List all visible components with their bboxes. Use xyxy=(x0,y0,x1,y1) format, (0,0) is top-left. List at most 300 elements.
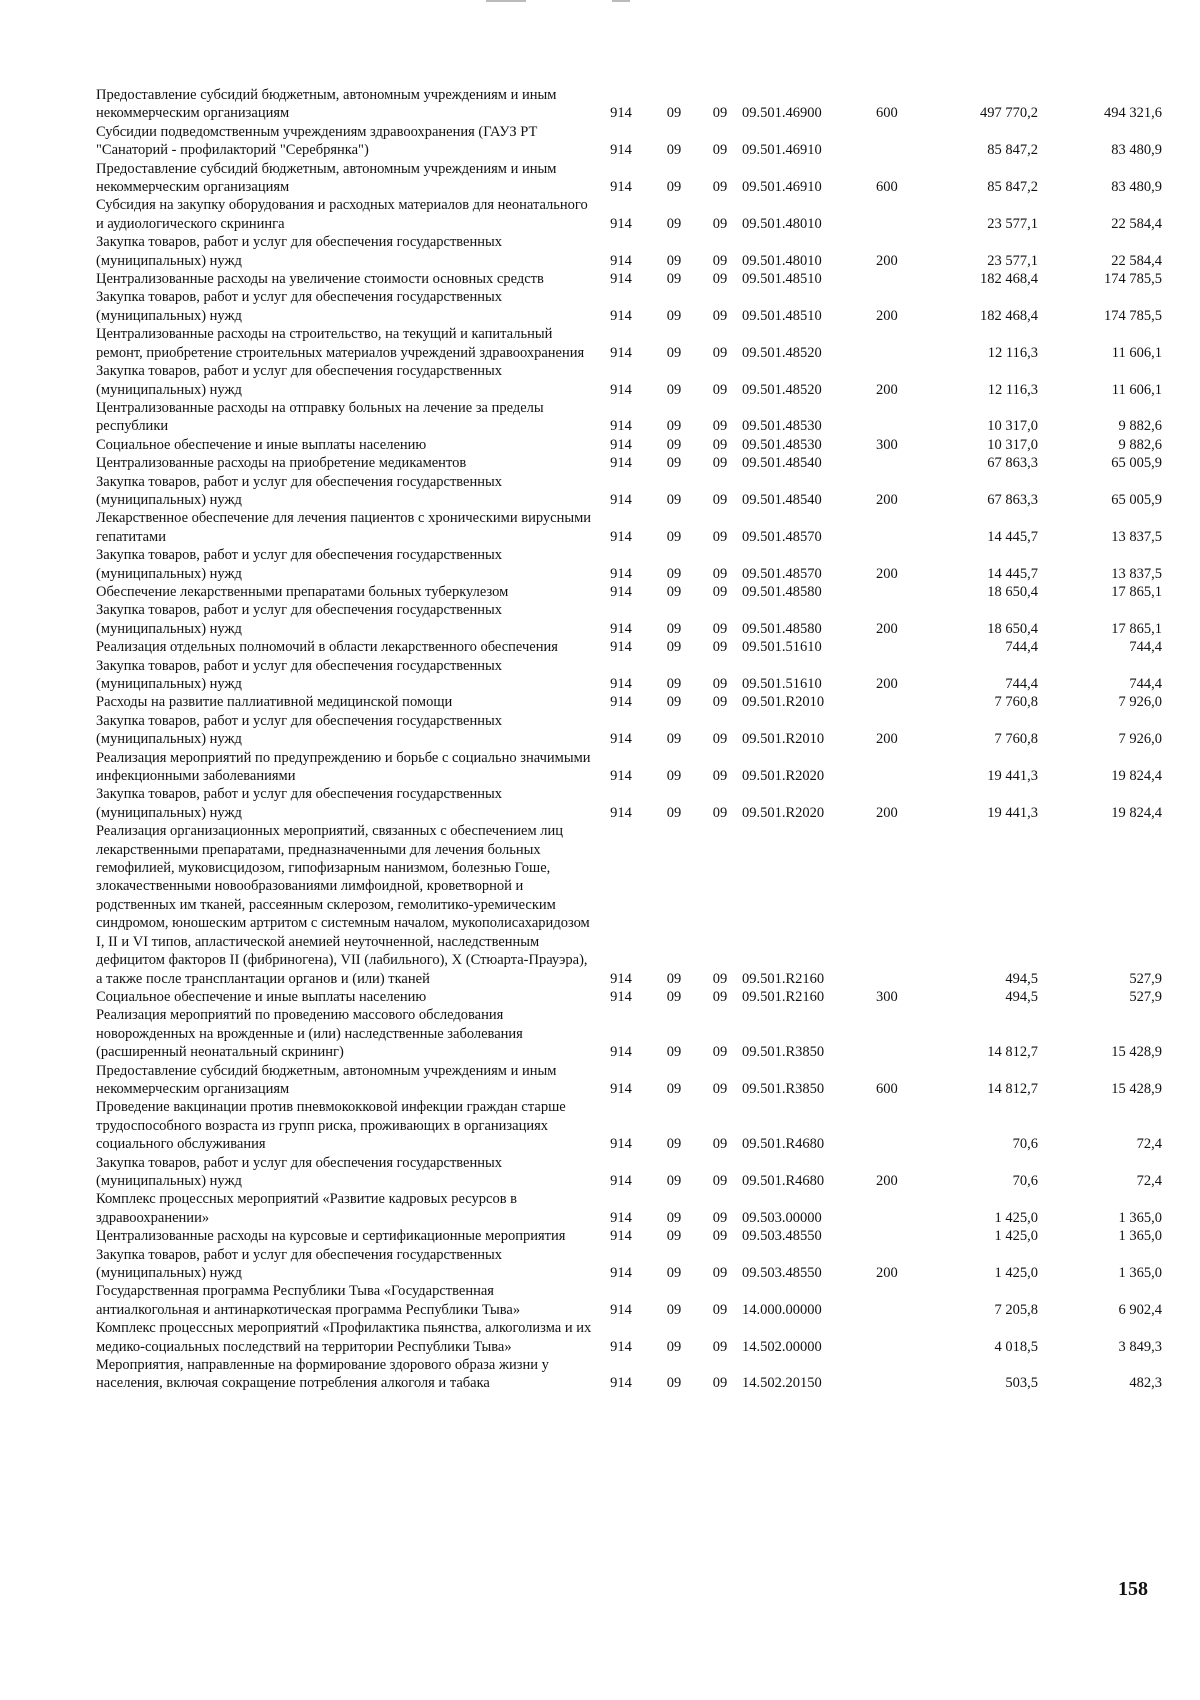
expense-type-code: 200 xyxy=(876,804,898,821)
row-name: Субсидия на закупку оборудования и расходных материалов для неонатального и аудиологического скрининга xyxy=(96,197,588,232)
expense-type-code: 200 xyxy=(876,565,898,582)
amount-year-1: 23 577,1 xyxy=(987,252,1038,269)
amount-year-2: 65 005,9 xyxy=(1111,455,1162,472)
target-item-code: 09.501.48540 xyxy=(742,491,822,508)
section-code: 09 xyxy=(666,583,682,600)
table-row xyxy=(96,822,1162,988)
expense-type-code: 300 xyxy=(876,436,898,453)
amount-year-1: 10 317,0 xyxy=(987,436,1038,453)
amount-year-2: 7 926,0 xyxy=(1118,694,1162,711)
subsection-code: 09 xyxy=(712,1301,728,1318)
section-code: 09 xyxy=(666,491,682,508)
row-name: Расходы на развитие паллиативной медицинской помощи xyxy=(96,694,453,711)
expense-type-code xyxy=(876,454,916,472)
section-code: 09 xyxy=(666,1080,682,1097)
table-row xyxy=(96,712,1162,749)
expense-type-code xyxy=(876,1319,916,1356)
subsection-code: 09 xyxy=(712,694,728,711)
subsection-code: 09 xyxy=(712,491,728,508)
target-item-code: 14.000.00000 xyxy=(742,1301,822,1318)
target-item-code: 09.501.48520 xyxy=(742,381,822,398)
row-name: Закупка товаров, работ и услуг для обеспечения государственных (муниципальных) нужд xyxy=(96,712,503,748)
target-item-code: 09.501.48570 xyxy=(742,528,822,545)
amount-year-1: 497 770,2 xyxy=(980,105,1038,122)
amount-year-2: 527,9 xyxy=(1129,988,1162,1005)
amount-year-2: 83 480,9 xyxy=(1111,179,1162,196)
ministry-code: 914 xyxy=(610,1172,632,1189)
amount-year-1: 23 577,1 xyxy=(987,215,1038,232)
target-item-code: 09.501.R3850 xyxy=(742,1044,825,1061)
amount-year-2: 72,4 xyxy=(1136,1136,1162,1153)
row-name: Лекарственное обеспечение для лечения пациентов с хроническими вирусными гепатитами xyxy=(96,510,592,545)
section-code: 09 xyxy=(666,1301,682,1318)
section-code: 09 xyxy=(666,179,682,196)
amount-year-1: 85 847,2 xyxy=(987,179,1038,196)
ministry-code: 914 xyxy=(610,344,632,361)
row-name: Предоставление субсидий бюджетным, автономным учреждениям и иным некоммерческим организациям xyxy=(96,87,557,122)
table-row xyxy=(96,399,1162,436)
subsection-code: 09 xyxy=(712,768,728,785)
amount-year-1: 10 317,0 xyxy=(987,418,1038,435)
row-name: Социальное обеспечение и иные выплаты населению xyxy=(96,436,427,453)
expense-type-code: 200 xyxy=(876,381,898,398)
amount-year-2: 527,9 xyxy=(1129,970,1162,987)
table-row xyxy=(96,325,1162,362)
row-name: Обеспечение лекарственными препаратами больных туберкулезом xyxy=(96,583,509,600)
scan-artifact-mark xyxy=(486,0,526,2)
amount-year-2: 9 882,6 xyxy=(1118,436,1162,453)
target-item-code: 09.501.51610 xyxy=(742,639,822,656)
row-name: Реализация мероприятий по предупреждению и борьбе с социально значимыми инфекционными заболеваниями xyxy=(96,749,591,785)
target-item-code: 09.501.48510 xyxy=(742,271,822,288)
target-item-code: 09.501.48010 xyxy=(742,215,822,232)
amount-year-1: 503,5 xyxy=(1005,1375,1038,1392)
table-row xyxy=(96,1246,1162,1283)
row-name: Централизованные расходы на отправку больных на лечение за пределы республики xyxy=(96,399,544,435)
amount-year-2: 19 824,4 xyxy=(1111,804,1162,821)
section-code: 09 xyxy=(666,1044,682,1061)
target-item-code: 09.501.R2010 xyxy=(742,694,825,711)
target-item-code: 09.501.R4680 xyxy=(742,1136,825,1153)
amount-year-2: 174 785,5 xyxy=(1104,271,1162,288)
ministry-code: 914 xyxy=(610,1080,632,1097)
amount-year-2: 13 837,5 xyxy=(1111,565,1162,582)
amount-year-1: 1 425,0 xyxy=(994,1265,1038,1281)
table-row xyxy=(96,1319,1162,1356)
ministry-code: 914 xyxy=(610,418,632,435)
ministry-code: 914 xyxy=(610,1338,632,1355)
table-row xyxy=(96,546,1162,583)
table-row xyxy=(96,473,1162,510)
expense-type-code xyxy=(876,1282,916,1319)
row-name: Закупка товаров, работ и услуг для обеспечения государственных (муниципальных) нужд xyxy=(96,1154,503,1189)
ministry-code: 914 xyxy=(610,565,632,582)
amount-year-1: 67 863,3 xyxy=(987,455,1038,472)
subsection-code: 09 xyxy=(712,731,728,748)
table-row xyxy=(96,509,1162,546)
amount-year-2: 482,3 xyxy=(1129,1375,1162,1392)
expense-type-code xyxy=(876,749,916,786)
subsection-code: 09 xyxy=(712,455,728,472)
row-name: Государственная программа Республики Тыва «Государственная антиалкогольная и антинаркотическая программа Республики Тыва» xyxy=(96,1283,521,1318)
section-code: 09 xyxy=(666,639,682,656)
table-row xyxy=(96,1006,1162,1061)
section-code: 09 xyxy=(666,436,682,453)
target-item-code: 09.501.48580 xyxy=(742,620,822,637)
amount-year-1: 182 468,4 xyxy=(980,271,1038,288)
target-item-code: 09.503.00000 xyxy=(742,1209,822,1226)
row-name: Реализация отдельных полномочий в области лекарственного обеспечения xyxy=(96,639,558,656)
target-item-code: 09.501.48510 xyxy=(742,307,822,324)
subsection-code: 09 xyxy=(712,1209,728,1226)
ministry-code: 914 xyxy=(610,620,632,637)
amount-year-1: 14 812,7 xyxy=(987,1080,1038,1097)
subsection-code: 09 xyxy=(712,271,728,288)
table-row xyxy=(96,1098,1162,1153)
table-row xyxy=(96,86,1162,123)
expense-type-code: 200 xyxy=(876,1265,898,1281)
row-name: Предоставление субсидий бюджетным, автономным учреждениям и иным некоммерческим организациям xyxy=(96,160,557,196)
row-name: Закупка товаров, работ и услуг для обеспечения государственных (муниципальных) нужд xyxy=(96,234,503,269)
ministry-code: 914 xyxy=(610,583,632,600)
subsection-code: 09 xyxy=(712,639,728,656)
expense-type-code xyxy=(876,583,916,601)
target-item-code: 09.501.R2160 xyxy=(742,970,825,987)
row-name: Комплекс процессных мероприятий «Профилактика пьянства, алкоголизма и их медико-социальных последствий на территории Республики Тыва» xyxy=(96,1320,592,1355)
section-code: 09 xyxy=(666,565,682,582)
ministry-code: 914 xyxy=(610,694,632,711)
table-row xyxy=(96,749,1162,786)
amount-year-2: 3 849,3 xyxy=(1118,1338,1162,1355)
amount-year-2: 6 902,4 xyxy=(1118,1301,1162,1318)
amount-year-1: 85 847,2 xyxy=(987,142,1038,159)
target-item-code: 09.501.48010 xyxy=(742,252,822,269)
subsection-code: 09 xyxy=(712,179,728,196)
amount-year-1: 18 650,4 xyxy=(987,620,1038,637)
expense-type-code xyxy=(876,509,916,546)
expense-type-code xyxy=(876,1006,916,1061)
amount-year-1: 12 116,3 xyxy=(987,344,1038,361)
table-row xyxy=(96,288,1162,325)
row-name: Закупка товаров, работ и услуг для обеспечения государственных (муниципальных) нужд xyxy=(96,547,503,582)
amount-year-2: 1 365,0 xyxy=(1118,1209,1162,1226)
section-code: 09 xyxy=(666,1265,682,1281)
expense-type-code xyxy=(876,123,916,160)
row-name: Проведение вакцинации против пневмококковой инфекции граждан старше трудоспособного возраста из групп риска, проживающих в организациях социального обслуживания xyxy=(96,1099,566,1153)
amount-year-2: 22 584,4 xyxy=(1111,252,1162,269)
scan-artifact-mark xyxy=(612,0,630,2)
subsection-code: 09 xyxy=(712,528,728,545)
amount-year-2: 9 882,6 xyxy=(1118,418,1162,435)
amount-year-1: 744,4 xyxy=(1005,639,1038,656)
ministry-code: 914 xyxy=(610,528,632,545)
amount-year-2: 494 321,6 xyxy=(1104,105,1162,122)
ministry-code: 914 xyxy=(610,676,632,692)
table-row xyxy=(96,1356,1162,1393)
amount-year-1: 494,5 xyxy=(1005,970,1038,987)
section-code: 09 xyxy=(666,215,682,232)
page-number: 158 xyxy=(1118,1578,1148,1600)
subsection-code: 09 xyxy=(712,676,728,692)
subsection-code: 09 xyxy=(712,1265,728,1281)
row-name: Закупка товаров, работ и услуг для обеспечения государственных (муниципальных) нужд xyxy=(96,363,503,398)
table-row xyxy=(96,1062,1162,1099)
amount-year-1: 12 116,3 xyxy=(987,381,1038,398)
expense-type-code xyxy=(876,270,916,288)
ministry-code: 914 xyxy=(610,436,632,453)
expense-type-code: 200 xyxy=(876,1172,898,1189)
amount-year-2: 65 005,9 xyxy=(1111,491,1162,508)
target-item-code: 09.501.48540 xyxy=(742,455,822,472)
ministry-code: 914 xyxy=(610,1209,632,1226)
amount-year-1: 14 445,7 xyxy=(987,565,1038,582)
amount-year-2: 19 824,4 xyxy=(1111,768,1162,785)
subsection-code: 09 xyxy=(712,1044,728,1061)
amount-year-2: 1 365,0 xyxy=(1118,1228,1162,1245)
target-item-code: 09.501.48520 xyxy=(742,344,822,361)
expense-type-code: 600 xyxy=(876,105,898,122)
subsection-code: 09 xyxy=(712,583,728,600)
target-item-code: 09.501.46910 xyxy=(742,179,822,196)
target-item-code: 09.501.46900 xyxy=(742,105,822,122)
section-code: 09 xyxy=(666,105,682,122)
amount-year-2: 1 365,0 xyxy=(1118,1265,1162,1281)
ministry-code: 914 xyxy=(610,1228,632,1245)
table-row xyxy=(96,638,1162,656)
target-item-code: 09.501.48530 xyxy=(742,436,822,453)
section-code: 09 xyxy=(666,252,682,269)
expense-type-code xyxy=(876,693,916,711)
subsection-code: 09 xyxy=(712,307,728,324)
table-row xyxy=(96,601,1162,638)
section-code: 09 xyxy=(666,1228,682,1245)
row-name: Закупка товаров, работ и услуг для обеспечения государственных (муниципальных) нужд xyxy=(96,289,503,324)
ministry-code: 914 xyxy=(610,179,632,196)
amount-year-1: 4 018,5 xyxy=(994,1338,1038,1355)
subsection-code: 09 xyxy=(712,1375,728,1392)
target-item-code: 09.501.R2020 xyxy=(742,804,825,821)
amount-year-2: 11 606,1 xyxy=(1111,344,1162,361)
table-row xyxy=(96,583,1162,601)
section-code: 09 xyxy=(666,455,682,472)
amount-year-1: 1 425,0 xyxy=(994,1228,1038,1245)
target-item-code: 09.501.R3850 xyxy=(742,1080,825,1097)
table-row xyxy=(96,123,1162,160)
ministry-code: 914 xyxy=(610,215,632,232)
expense-type-code: 600 xyxy=(876,1080,898,1097)
section-code: 09 xyxy=(666,271,682,288)
expense-type-code: 200 xyxy=(876,252,898,269)
table-row xyxy=(96,233,1162,270)
subsection-code: 09 xyxy=(712,215,728,232)
amount-year-1: 19 441,3 xyxy=(987,768,1038,785)
amount-year-2: 15 428,9 xyxy=(1111,1080,1162,1097)
section-code: 09 xyxy=(666,1172,682,1189)
amount-year-2: 83 480,9 xyxy=(1111,142,1162,159)
ministry-code: 914 xyxy=(610,804,632,821)
target-item-code: 09.501.48570 xyxy=(742,565,822,582)
table-row xyxy=(96,657,1162,694)
amount-year-1: 19 441,3 xyxy=(987,804,1038,821)
row-name: Централизованные расходы на курсовые и сертификационные мероприятия xyxy=(96,1228,566,1245)
amount-year-2: 13 837,5 xyxy=(1111,528,1162,545)
ministry-code: 914 xyxy=(610,271,632,288)
section-code: 09 xyxy=(666,768,682,785)
subsection-code: 09 xyxy=(712,1080,728,1097)
section-code: 09 xyxy=(666,1338,682,1355)
expense-type-code: 200 xyxy=(876,307,898,324)
subsection-code: 09 xyxy=(712,1136,728,1153)
row-name: Закупка товаров, работ и услуг для обеспечения государственных (муниципальных) нужд xyxy=(96,786,503,821)
ministry-code: 914 xyxy=(610,639,632,656)
expense-type-code: 200 xyxy=(876,731,898,748)
section-code: 09 xyxy=(666,804,682,821)
expense-type-code xyxy=(876,1227,916,1245)
amount-year-2: 22 584,4 xyxy=(1111,215,1162,232)
ministry-code: 914 xyxy=(610,1265,632,1281)
subsection-code: 09 xyxy=(712,1172,728,1189)
expense-type-code: 200 xyxy=(876,491,898,508)
amount-year-1: 7 760,8 xyxy=(994,694,1038,711)
amount-year-1: 744,4 xyxy=(1005,676,1038,692)
target-item-code: 09.501.R4680 xyxy=(742,1172,825,1189)
subsection-code: 09 xyxy=(712,142,728,159)
row-name: Закупка товаров, работ и услуг для обеспечения государственных (муниципальных) нужд xyxy=(96,473,503,508)
ministry-code: 914 xyxy=(610,455,632,472)
table-row xyxy=(96,270,1162,288)
row-name: Реализация мероприятий по проведению массового обследования новорожденных на врожденные и (или) наследственные заболевания (расширенный неонатальный скрининг) xyxy=(96,1007,523,1061)
row-name: Централизованные расходы на увеличение стоимости основных средств xyxy=(96,271,544,288)
ministry-code: 914 xyxy=(610,142,632,159)
ministry-code: 914 xyxy=(610,105,632,122)
section-code: 09 xyxy=(666,418,682,435)
row-name: Реализация организационных мероприятий, связанных с обеспечением лиц лекарственными препаратами, предназначенными для лечения больных гемофилией, муковисцидозом, гипофизарным нанизмом, болезнью Гоше, злокачественными новообразованиями лимфоидной, кроветворной и родственных им тканей, рассеянным склерозом, гемолитико-уремическим синдромом, юношеским артритом с системным началом, мукополисахаридозом I, II и VI типов, апластической анемией неуточненной, наследственным дефицитом факторов II (фибриногена), VII (лабильного), X (Стюарта-Прауэра), а также после трансплантации органов и (или) тканей xyxy=(96,823,590,987)
target-item-code: 09.501.R2010 xyxy=(742,731,825,748)
target-item-code: 09.501.R2160 xyxy=(742,988,825,1005)
amount-year-1: 14 445,7 xyxy=(987,528,1038,545)
expense-type-code xyxy=(876,399,916,436)
table-row xyxy=(96,1154,1162,1191)
row-name: Социальное обеспечение и иные выплаты населению xyxy=(96,988,427,1005)
target-item-code: 14.502.00000 xyxy=(742,1338,822,1355)
row-name: Закупка товаров, работ и услуг для обеспечения государственных (муниципальных) нужд xyxy=(96,602,503,637)
row-name: Мероприятия, направленные на формирование здорового образа жизни у населения, включая сокращение потребления алкоголя и табака xyxy=(96,1357,549,1392)
subsection-code: 09 xyxy=(712,988,728,1005)
ministry-code: 914 xyxy=(610,731,632,748)
amount-year-1: 7 205,8 xyxy=(994,1301,1038,1318)
row-name: Закупка товаров, работ и услуг для обеспечения государственных (муниципальных) нужд xyxy=(96,657,503,692)
table-row xyxy=(96,196,1162,233)
ministry-code: 914 xyxy=(610,970,632,987)
amount-year-1: 494,5 xyxy=(1005,988,1038,1005)
section-code: 09 xyxy=(666,694,682,711)
amount-year-2: 744,4 xyxy=(1129,639,1162,656)
target-item-code: 09.503.48550 xyxy=(742,1265,822,1281)
amount-year-1: 70,6 xyxy=(1012,1136,1038,1153)
subsection-code: 09 xyxy=(712,381,728,398)
subsection-code: 09 xyxy=(712,1228,728,1245)
subsection-code: 09 xyxy=(712,418,728,435)
amount-year-1: 1 425,0 xyxy=(994,1209,1038,1226)
ministry-code: 914 xyxy=(610,307,632,324)
target-item-code: 09.501.46910 xyxy=(742,142,822,159)
ministry-code: 914 xyxy=(610,768,632,785)
row-name: Централизованные расходы на приобретение медикаментов xyxy=(96,455,467,472)
row-name: Предоставление субсидий бюджетным, автономным учреждениям и иным некоммерческим организациям xyxy=(96,1062,557,1097)
amount-year-1: 18 650,4 xyxy=(987,583,1038,600)
ministry-code: 914 xyxy=(610,1044,632,1061)
section-code: 09 xyxy=(666,307,682,324)
section-code: 09 xyxy=(666,381,682,398)
row-name: Закупка товаров, работ и услуг для обеспечения государственных (муниципальных) нужд xyxy=(96,1246,503,1281)
table-row xyxy=(96,1282,1162,1319)
table-row xyxy=(96,362,1162,399)
ministry-code: 914 xyxy=(610,381,632,398)
table-row xyxy=(96,160,1162,197)
amount-year-1: 7 760,8 xyxy=(994,731,1038,748)
ministry-code: 914 xyxy=(610,1136,632,1153)
row-name: Комплекс процессных мероприятий «Развитие кадровых ресурсов в здравоохранении» xyxy=(96,1191,518,1226)
expense-type-code xyxy=(876,638,916,656)
table-row xyxy=(96,454,1162,472)
amount-year-2: 72,4 xyxy=(1136,1172,1162,1189)
subsection-code: 09 xyxy=(712,565,728,582)
subsection-code: 09 xyxy=(712,804,728,821)
table-row xyxy=(96,436,1162,454)
target-item-code: 09.501.R2020 xyxy=(742,768,825,785)
amount-year-1: 182 468,4 xyxy=(980,307,1038,324)
ministry-code: 914 xyxy=(610,252,632,269)
target-item-code: 09.503.48550 xyxy=(742,1228,822,1245)
section-code: 09 xyxy=(666,1375,682,1392)
amount-year-2: 17 865,1 xyxy=(1111,583,1162,600)
budget-table xyxy=(96,86,1162,1393)
ministry-code: 914 xyxy=(610,491,632,508)
ministry-code: 914 xyxy=(610,1375,632,1392)
table-row xyxy=(96,1227,1162,1245)
amount-year-2: 174 785,5 xyxy=(1104,307,1162,324)
amount-year-1: 67 863,3 xyxy=(987,491,1038,508)
section-code: 09 xyxy=(666,1136,682,1153)
section-code: 09 xyxy=(666,620,682,637)
subsection-code: 09 xyxy=(712,620,728,637)
expense-type-code xyxy=(876,1356,916,1393)
table-row xyxy=(96,988,1162,1006)
subsection-code: 09 xyxy=(712,970,728,987)
section-code: 09 xyxy=(666,731,682,748)
row-name: Субсидии подведомственным учреждениям здравоохранения (ГАУЗ РТ "Санаторий - профилакторий "Серебрянка") xyxy=(96,123,538,159)
budget-table-body xyxy=(96,86,1162,1393)
amount-year-2: 11 606,1 xyxy=(1111,381,1162,398)
target-item-code: 09.501.48580 xyxy=(742,583,822,600)
expense-type-code: 200 xyxy=(876,676,898,692)
row-name: Централизованные расходы на строительство, на текущий и капитальный ремонт, приобретение строительных материалов учреждений здравоохранения xyxy=(96,326,585,361)
amount-year-1: 14 812,7 xyxy=(987,1044,1038,1061)
subsection-code: 09 xyxy=(712,105,728,122)
ministry-code: 914 xyxy=(610,1301,632,1318)
table-row xyxy=(96,1190,1162,1227)
amount-year-2: 15 428,9 xyxy=(1111,1044,1162,1061)
section-code: 09 xyxy=(666,988,682,1005)
section-code: 09 xyxy=(666,528,682,545)
amount-year-2: 7 926,0 xyxy=(1118,731,1162,748)
expense-type-code: 300 xyxy=(876,988,898,1005)
section-code: 09 xyxy=(666,344,682,361)
target-item-code: 09.501.51610 xyxy=(742,676,822,692)
expense-type-code xyxy=(876,325,916,362)
section-code: 09 xyxy=(666,142,682,159)
expense-type-code xyxy=(876,1098,916,1153)
